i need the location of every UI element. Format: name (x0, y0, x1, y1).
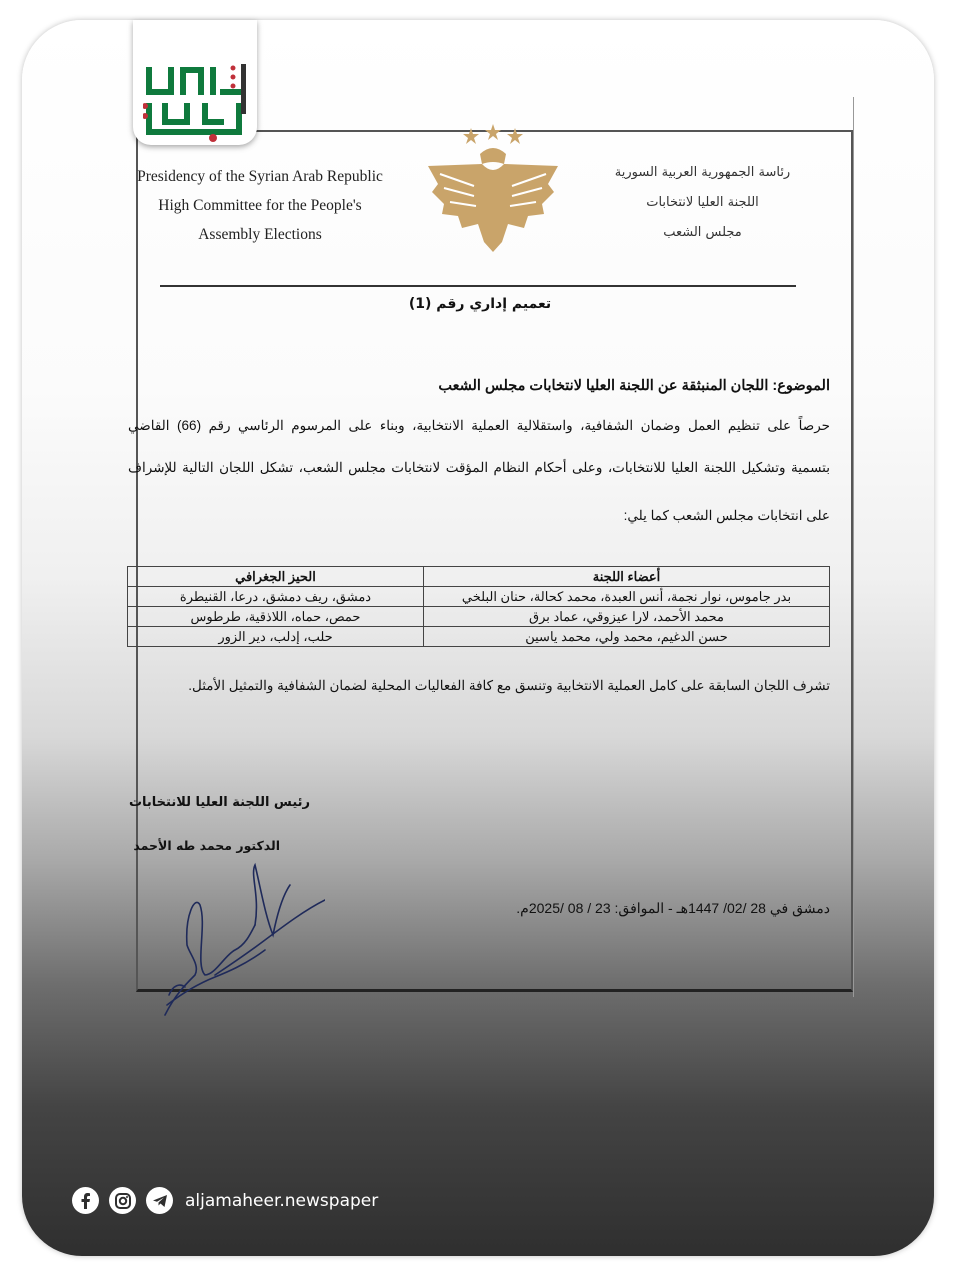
circular-title: تعميم إداري رقم (1) (408, 296, 552, 312)
handwritten-signature (155, 855, 325, 1025)
signatory-title: رئيس اللجنة العليا للانتخابات (128, 795, 310, 810)
header-ar-line-3: مجلس الشعب (663, 225, 742, 240)
header-en-line-2: High Committee for the People's (158, 197, 362, 214)
members-cell: بدر جاموس، نوار نجمة، أنس العبدة، محمد كحالة، حنان البلخي (424, 587, 830, 607)
signatory-name: الدكتور محمد طه الأحمد (133, 838, 280, 853)
region-cell: دمشق، ريف دمشق، درعا، القنيطرة (128, 587, 424, 607)
region-cell: حمص، حماه، اللاذقية، طرطوس (128, 607, 424, 627)
table-row (128, 607, 830, 627)
members-cell: محمد الأحمد، لارا عيزوقي، عماد برق (424, 607, 830, 627)
header-divider (160, 285, 796, 287)
body-line-3: على انتخابات مجلس الشعب كما يلي: (623, 508, 830, 523)
header-en-line-3: Assembly Elections (198, 226, 322, 243)
members-cell: حسن الدغيم، محمد ولي، محمد ياسين (424, 627, 830, 647)
header-en-line-1: Presidency of the Syrian Arab Republic (137, 168, 383, 185)
table-header-row (128, 567, 830, 587)
header-members: أعضاء اللجنة (424, 567, 830, 587)
instagram-icon[interactable] (109, 1187, 136, 1214)
social-handle[interactable]: aljamaheer.newspaper (185, 1190, 379, 1211)
body-line-1: حرصاً على تنظيم العمل وضمان الشفافية، واستقلالية العملية الانتخابية، وبناء على المرسوم الرئاسي رقم (66) القاضي (128, 418, 830, 433)
social-footer (72, 1187, 378, 1214)
table-row (128, 627, 830, 647)
header-ar-line-2: اللجنة العليا لانتخابات (646, 195, 759, 210)
region-cell: حلب، إدلب، دير الزور (128, 627, 424, 647)
body-line-2: بتسمية وتشكيل اللجنة العليا للانتخابات، وعلى أحكام النظام المؤقت لانتخابات مجلس الشعب، تشكل اللجان التالية للإشراف (128, 460, 830, 475)
table-row (128, 587, 830, 607)
committees-table (127, 566, 830, 647)
brand-logo-tab (133, 20, 257, 145)
subject-line: الموضوع: اللجان المنبثقة عن اللجنة العليا لانتخابات مجلس الشعب (438, 378, 830, 394)
telegram-icon[interactable] (146, 1187, 173, 1214)
date-line: دمشق في 28 /02/ 1447هـ - الموافق: 23 / 08 /2025م. (516, 900, 830, 916)
closing-paragraph: تشرف اللجان السابقة على كامل العملية الانتخابية وتنسق مع كافة الفعاليات المحلية لضمان الشفافية والتمثيل الأمثل. (188, 678, 830, 693)
header-ar-line-1: رئاسة الجمهورية العربية السورية (614, 165, 791, 180)
header-english (120, 162, 400, 249)
aljamaheer-logo (143, 62, 247, 142)
header-arabic (590, 158, 815, 248)
eagle-emblem-icon (418, 124, 568, 254)
header-region: الحيز الجغرافي (128, 567, 424, 587)
page-edge (853, 97, 854, 997)
facebook-icon[interactable] (72, 1187, 99, 1214)
